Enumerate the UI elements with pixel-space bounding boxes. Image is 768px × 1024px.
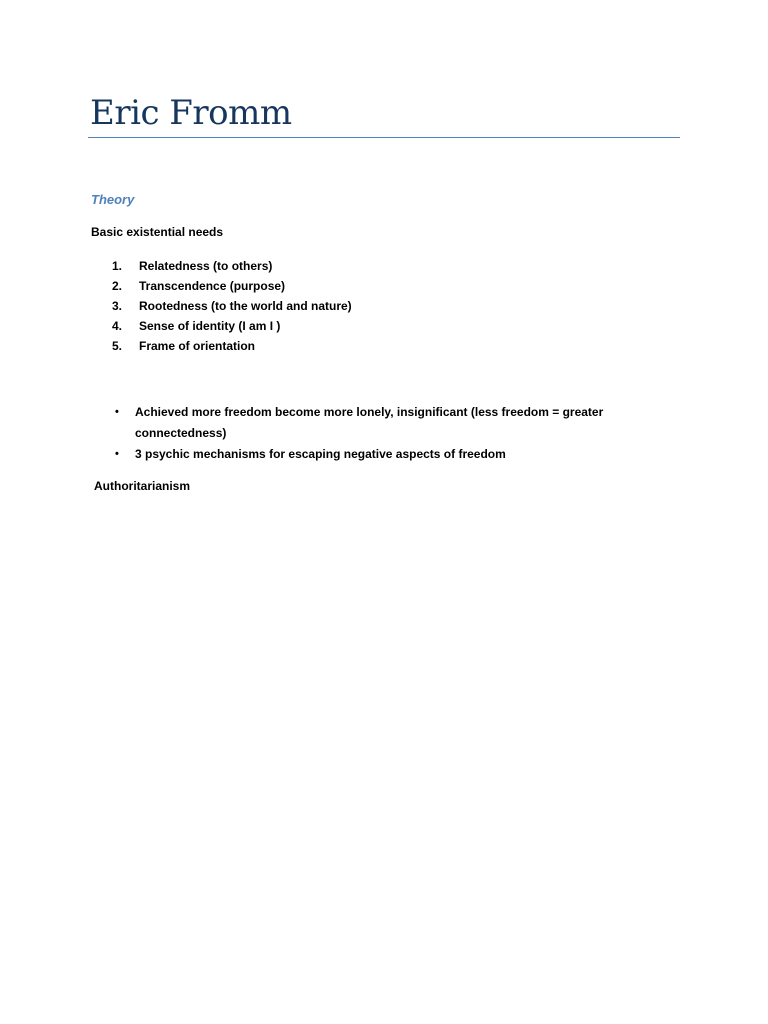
freedom-bullet-list [108,402,628,465]
bullet-marker: • [115,406,119,418]
list-item-number: 4. [112,319,123,333]
list-item-text: Sense of identity (I am I ) [139,319,281,333]
list-item [108,336,352,356]
needs-label: Basic existential needs [91,225,224,239]
theory-subheading: Theory [91,192,135,207]
bullet-marker: • [115,448,119,460]
list-item-text: Rootedness (to the world and nature) [139,299,352,313]
list-item-text: Transcendence (purpose) [139,279,286,293]
document-title: Eric Fromm [90,93,292,133]
list-item-number: 2. [112,279,123,293]
list-item-text: Frame of orientation [139,339,256,353]
authoritarianism-label: Authoritarianism [94,479,191,493]
list-item [108,256,352,276]
bullet-text: Achieved more freedom become more lonely, insignificant (less freedom = greater connectedness) [135,405,604,440]
existential-needs-list [108,256,352,356]
bullet-item [108,402,628,444]
bullet-text: 3 psychic mechanisms for escaping negative aspects of freedom [135,447,506,461]
list-item-number: 5. [112,339,123,353]
list-item-number: 1. [112,259,123,273]
title-underline-divider [88,137,680,138]
list-item [108,296,352,316]
list-item [108,316,352,336]
bullet-item [108,444,628,465]
list-item-number: 3. [112,299,123,313]
list-item-text: Relatedness (to others) [139,259,273,273]
list-item [108,276,352,296]
